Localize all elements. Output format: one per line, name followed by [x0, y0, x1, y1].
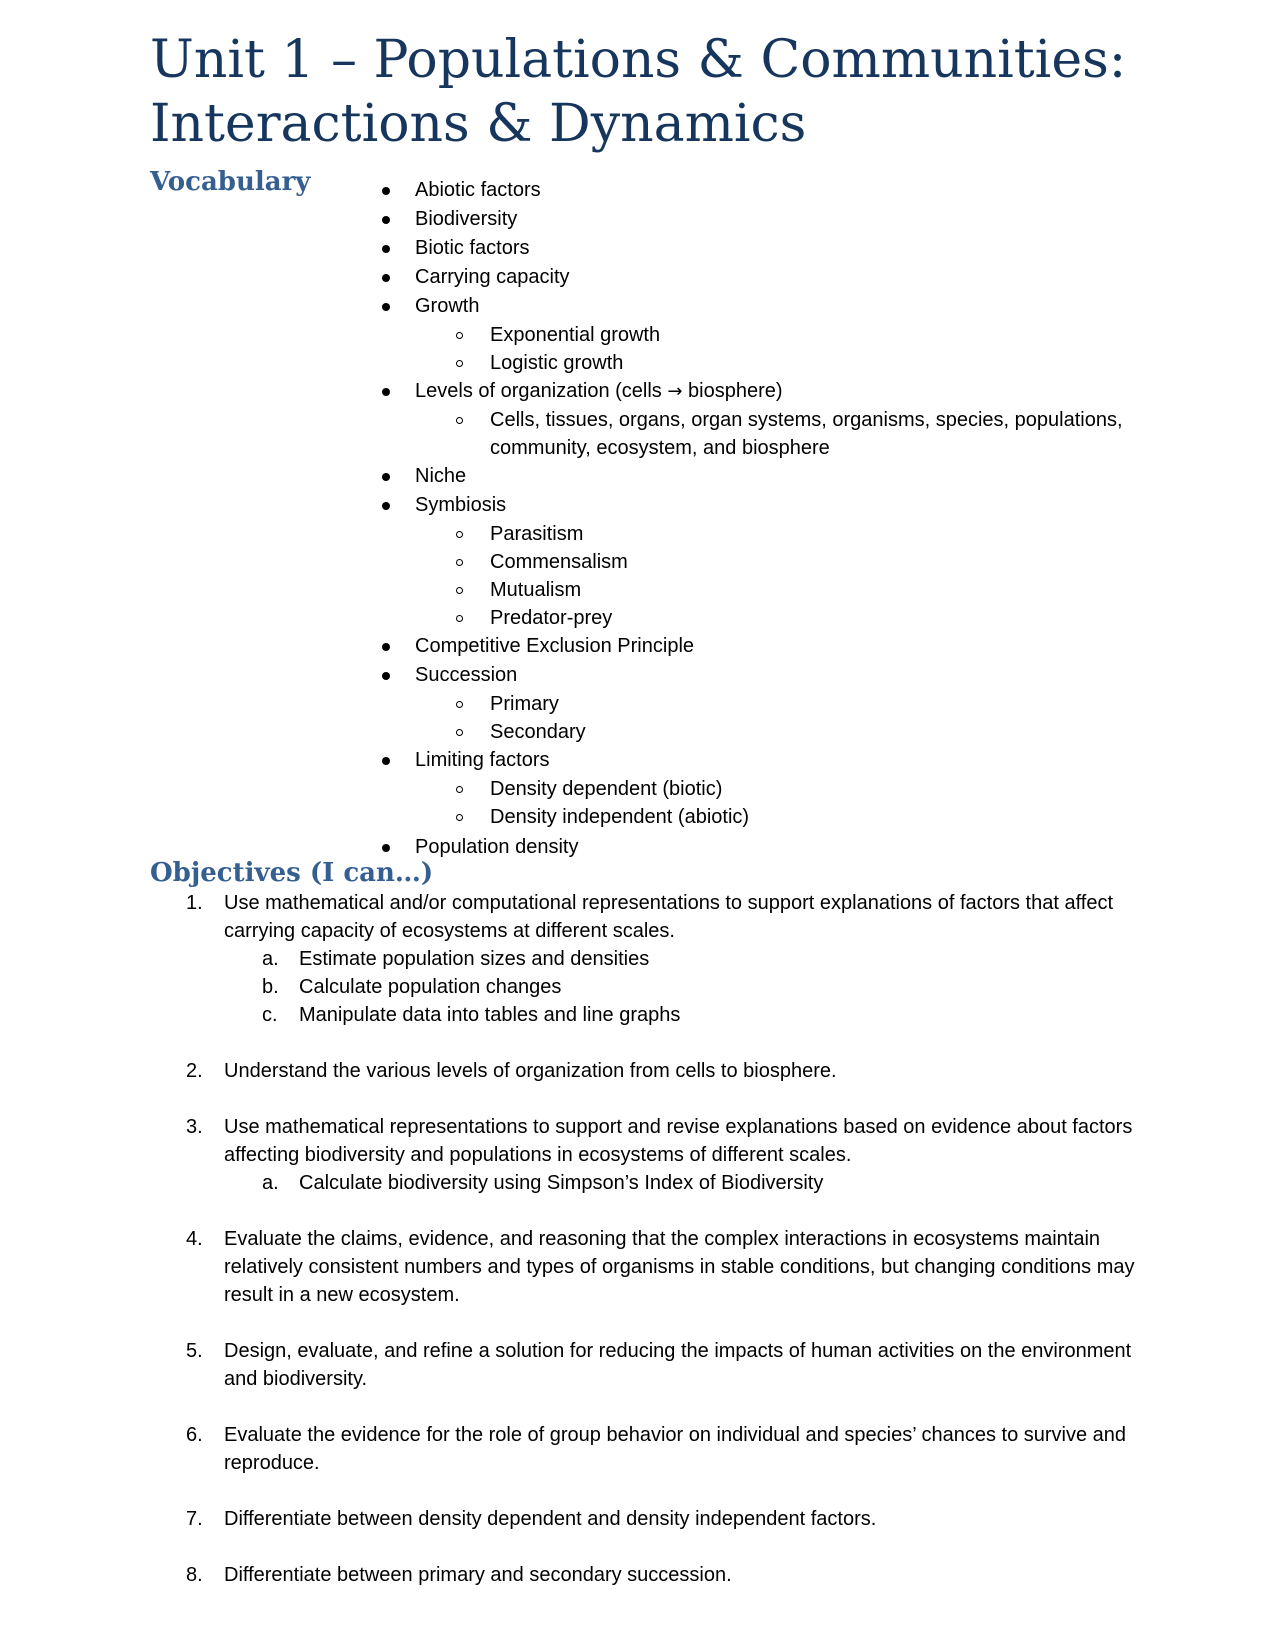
objective-item: [150, 1561, 1140, 1589]
objective-number: 5.: [186, 1340, 203, 1362]
vocab-item: [380, 661, 1180, 746]
objective-text: Differentiate between density dependent and density independent factors.: [224, 1508, 877, 1530]
objective-number: 1.: [186, 892, 203, 914]
vocab-item: [380, 292, 1180, 377]
vocab-item: [380, 746, 1180, 831]
vocab-item: [380, 462, 1180, 491]
objective-text: Use mathematical and/or computational representations to support explanations of factors that affect carrying capacity of ecosystems at different scales.: [224, 892, 1114, 942]
vocab-item: [380, 377, 1180, 462]
vocab-subitem: Cells, tissues, organs, organ systems, organisms, species, populations, community, ecosystem, and biosphere: [415, 406, 1180, 462]
objective-text: Use mathematical representations to support and revise explanations based on evidence about factors affecting biodiversity and populations in ecosystems of different scales.: [224, 1116, 1133, 1166]
objective-number: 4.: [186, 1228, 203, 1250]
vocab-item-label: Succession: [415, 664, 518, 686]
objective-sublist: [224, 945, 1140, 1029]
vocab-subitem: Density dependent (biotic): [415, 775, 1180, 803]
vocab-item-label: Abiotic factors: [415, 179, 541, 201]
vocabulary-heading: Vocabulary: [150, 167, 311, 197]
objective-sublist: [224, 1169, 1140, 1197]
vocab-item: [380, 632, 1180, 661]
objective-subitem: [224, 945, 1140, 973]
objective-text: Understand the various levels of organization from cells to biosphere.: [224, 1060, 837, 1082]
subitem-text: Calculate population changes: [299, 976, 562, 998]
objective-subitem: [224, 1169, 1140, 1197]
subitem-text: Estimate population sizes and densities: [299, 948, 650, 970]
subitem-letter: a.: [262, 1172, 279, 1194]
vocab-subitem: Mutualism: [415, 576, 1180, 604]
vocab-item-label: Competitive Exclusion Principle: [415, 635, 695, 657]
vocab-item-label: Population density: [415, 836, 579, 858]
vocab-item: [380, 176, 1180, 205]
vocab-subitem: Logistic growth: [415, 349, 1180, 377]
objectives-list: [150, 889, 1140, 1617]
vocab-item: [380, 833, 1180, 862]
vocab-item-label: Symbiosis: [415, 494, 507, 516]
objective-number: 2.: [186, 1060, 203, 1082]
subitem-letter: b.: [262, 976, 279, 998]
vocab-item: [380, 263, 1180, 292]
objective-number: 3.: [186, 1116, 203, 1138]
subitem-text: Calculate biodiversity using Simpson’s Index of Biodiversity: [299, 1172, 824, 1194]
objective-item: [150, 889, 1140, 1029]
arrow-right-icon: →: [667, 381, 683, 402]
vocab-subitem: Exponential growth: [415, 321, 1180, 349]
vocab-subitem: Predator-prey: [415, 604, 1180, 632]
vocab-sublist: [415, 690, 1180, 746]
vocab-item-label: Growth: [415, 295, 480, 317]
objective-number: 6.: [186, 1424, 203, 1446]
vocab-sublist: [415, 520, 1180, 632]
objective-item: [150, 1057, 1140, 1085]
vocab-subitem: Density independent (abiotic): [415, 803, 1180, 831]
vocab-item-label: [415, 380, 783, 402]
vocab-subitem: Secondary: [415, 718, 1180, 746]
objective-subitem: [224, 1001, 1140, 1029]
objective-item: [150, 1505, 1140, 1533]
objective-number: 8.: [186, 1564, 203, 1586]
vocab-subitem: Commensalism: [415, 548, 1180, 576]
vocab-sublist: [415, 775, 1180, 831]
subitem-letter: c.: [262, 1004, 278, 1026]
vocab-sublist: [415, 406, 1180, 462]
objectives-heading: Objectives (I can…): [150, 858, 434, 888]
vocab-subitem: Primary: [415, 690, 1180, 718]
vocab-item-label: Biotic factors: [415, 237, 530, 259]
vocab-item-label: Biodiversity: [415, 208, 518, 230]
objective-text: Evaluate the evidence for the role of group behavior on individual and species’ chances to survive and reproduce.: [224, 1424, 1127, 1474]
subitem-letter: a.: [262, 948, 279, 970]
vocab-item: [380, 491, 1180, 632]
vocab-item-label: Limiting factors: [415, 749, 550, 771]
objective-item: [150, 1421, 1140, 1477]
vocab-item: [380, 205, 1180, 234]
objective-number: 7.: [186, 1508, 203, 1530]
objective-item: [150, 1337, 1140, 1393]
vocab-subitem: Parasitism: [415, 520, 1180, 548]
vocab-item-label: Carrying capacity: [415, 266, 570, 288]
page-title: Unit 1 – Populations & Communities: Interactions & Dynamics: [150, 30, 1127, 154]
vocabulary-list: [380, 176, 1180, 862]
vocab-item-label: Niche: [415, 465, 467, 487]
objective-item: [150, 1113, 1140, 1197]
objective-subitem: [224, 973, 1140, 1001]
objective-text: Design, evaluate, and refine a solution for reducing the impacts of human activities on the environment and biodiversity.: [224, 1340, 1132, 1390]
vocab-sublist: [415, 321, 1180, 377]
objective-text: Differentiate between primary and secondary succession.: [224, 1564, 732, 1586]
subitem-text: Manipulate data into tables and line graphs: [299, 1004, 681, 1026]
vocab-label-end: biosphere): [682, 380, 783, 402]
vocab-label-start: Levels of organization (cells: [415, 380, 668, 402]
objective-item: [150, 1225, 1140, 1309]
objective-text: Evaluate the claims, evidence, and reasoning that the complex interactions in ecosystems maintain relatively consistent numbers and types of organisms in stable conditions, but changing conditions may result in a new ecosystem.: [224, 1228, 1135, 1306]
vocab-item: [380, 234, 1180, 263]
